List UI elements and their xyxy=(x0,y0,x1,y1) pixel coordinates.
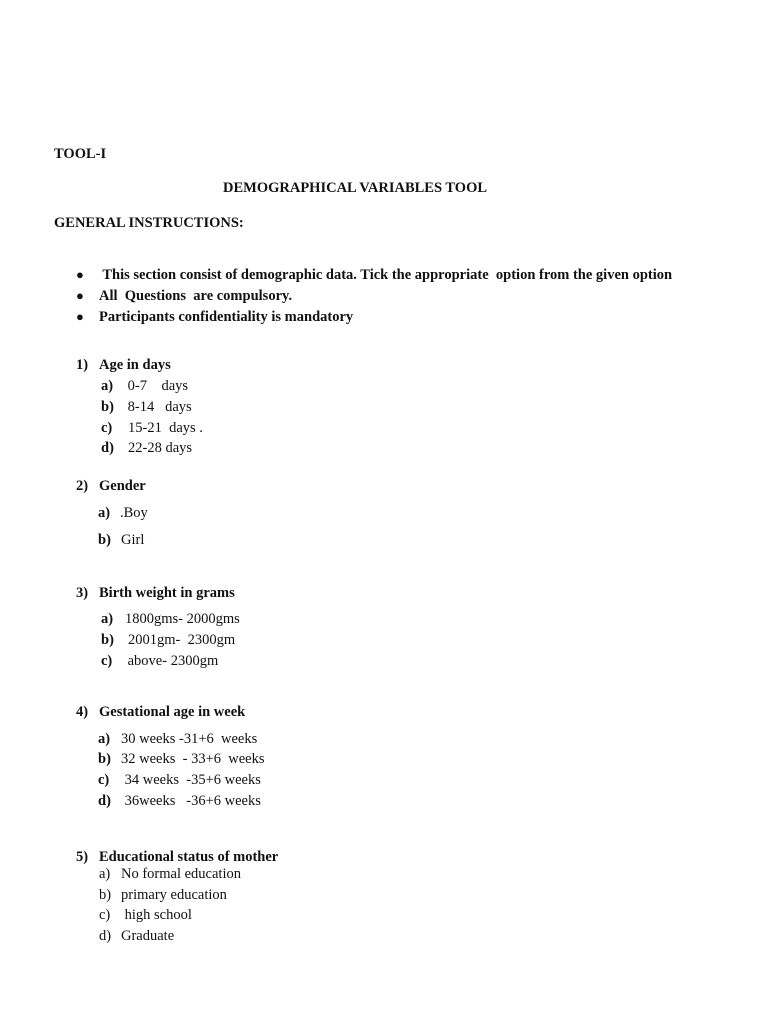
option-text[interactable]: No formal education xyxy=(121,866,241,882)
option-letter: a) xyxy=(101,378,114,394)
instruction-item: Participants confidentiality is mandatory xyxy=(99,309,354,325)
question-text: Gender xyxy=(99,478,146,494)
question-number: 5) xyxy=(76,849,89,865)
bullet-icon: ● xyxy=(76,267,84,282)
option-text[interactable]: primary education xyxy=(121,887,227,903)
option-text[interactable]: 15-21 days . xyxy=(128,420,203,436)
option-letter: b) xyxy=(98,532,111,548)
question-number: 2) xyxy=(76,478,89,494)
question-number: 1) xyxy=(76,357,89,373)
question-number: 3) xyxy=(76,585,89,601)
option-text[interactable]: 0-7 days xyxy=(124,378,189,394)
option-text[interactable]: Girl xyxy=(121,532,145,548)
option-letter: d) xyxy=(99,928,112,944)
option-letter: a) xyxy=(98,731,111,747)
option-text[interactable]: 32 weeks - 33+6 weeks xyxy=(121,751,265,767)
option-letter: d) xyxy=(98,793,111,809)
bullet-icon: ● xyxy=(76,288,84,303)
option-letter: b) xyxy=(101,632,114,648)
bullet-icon: ● xyxy=(76,309,84,324)
option-text[interactable]: 22-28 days xyxy=(128,440,193,456)
option-letter: c) xyxy=(101,420,113,436)
option-text[interactable]: 36weeks -36+6 weeks xyxy=(121,793,261,809)
question-number: 4) xyxy=(76,704,89,720)
option-text[interactable]: 2001gm- 2300gm xyxy=(128,632,236,648)
option-text[interactable]: high school xyxy=(121,907,192,923)
question-text: Age in days xyxy=(99,357,171,373)
option-text[interactable]: 1800gms- 2000gms xyxy=(125,611,240,627)
question-text: Educational status of mother xyxy=(99,849,279,865)
instruction-item: This section consist of demographic data. Tick the appropriate option from the given option xyxy=(99,267,673,283)
option-text[interactable]: 30 weeks -31+6 weeks xyxy=(121,731,258,747)
option-letter: d) xyxy=(101,440,114,456)
option-letter: c) xyxy=(99,907,111,923)
option-letter: a) xyxy=(101,611,114,627)
tool-label: TOOL-I xyxy=(54,146,107,162)
option-text[interactable]: Graduate xyxy=(121,928,175,944)
option-letter: c) xyxy=(98,772,110,788)
option-text[interactable]: above- 2300gm xyxy=(124,653,219,669)
instruction-item: All Questions are compulsory. xyxy=(99,288,293,304)
option-letter: b) xyxy=(101,399,114,415)
instructions-heading: GENERAL INSTRUCTIONS: xyxy=(54,215,244,231)
option-text[interactable]: .Boy xyxy=(120,505,148,521)
question-text: Birth weight in grams xyxy=(99,585,235,601)
option-letter: a) xyxy=(98,505,111,521)
option-letter: a) xyxy=(99,866,111,882)
option-letter: c) xyxy=(101,653,113,669)
option-letter: b) xyxy=(99,887,112,903)
question-text: Gestational age in week xyxy=(99,704,246,720)
option-text[interactable]: 34 weeks -35+6 weeks xyxy=(121,772,261,788)
option-letter: b) xyxy=(98,751,111,767)
option-text[interactable]: 8-14 days xyxy=(124,399,192,415)
document-title: DEMOGRAPHICAL VARIABLES TOOL xyxy=(223,180,488,196)
